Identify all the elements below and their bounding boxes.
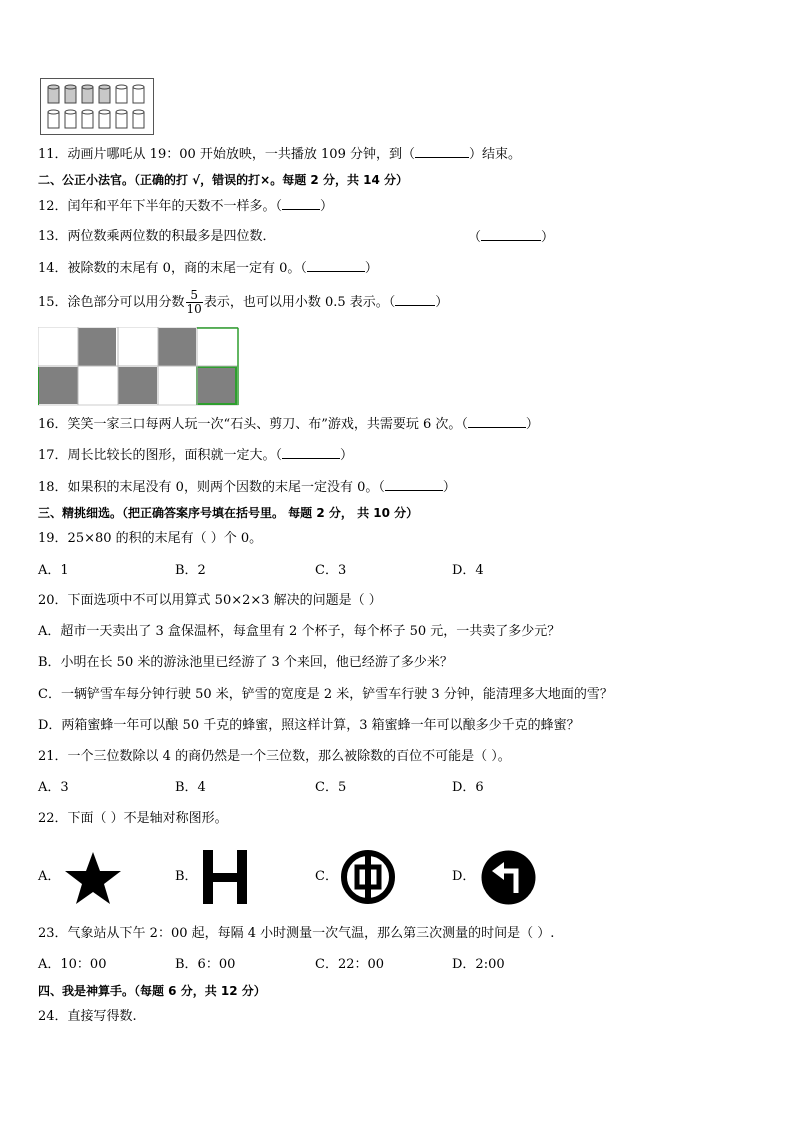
q20-option-b[interactable]: B．小明在长 50 米的游泳池里已经游了 3 个来回，他已经游了多少米？ — [38, 655, 453, 670]
grid-cell-shaded — [39, 367, 78, 404]
question-20: 20．下面选项中不可以用算式 50×2×3 解决的问题是（ ） — [38, 593, 382, 608]
question-24: 24．直接写得数. — [38, 1009, 137, 1024]
answer-blank-14[interactable] — [307, 259, 365, 272]
section-2-title: 二、公正小法官。（正确的打 √，错误的打×。每题 2 分，共 14 分） — [38, 173, 408, 187]
q23-option-c[interactable]: C．22：00 — [315, 957, 385, 972]
question-19: 19．25×80 的积的末尾有（ ）个 0。 — [38, 531, 263, 546]
answer-blank-16[interactable] — [468, 415, 526, 428]
question-14: 14．被除数的末尾有 0，商的末尾一定有 0。（ ） — [38, 261, 378, 276]
bank-logo-icon — [340, 849, 396, 909]
question-15: 15．涂色部分可以用分数 $\frac{5}{10}$ 表示，也可以用小数 0.5 表示。（ ） — [38, 288, 449, 316]
q20-option-c[interactable]: C．一辆铲雪车每分钟行驶 50 米，铲雪的宽度是 2 米，铲雪车行驶 3 分钟，能清理多大地面的雪？ — [38, 687, 613, 702]
q21-option-d[interactable]: D．6 — [452, 780, 484, 795]
question-18: 18．如果积的末尾没有 0，则两个因数的末尾一定没有 0。（ ） — [38, 480, 456, 495]
grid-svg — [38, 327, 240, 407]
section-4-title: 四、我是神算手。（每题 6 分，共 12 分） — [38, 984, 266, 998]
q20-option-d[interactable]: D．两箱蜜蜂一年可以酿 50 千克的蜂蜜，照这样计算，3 箱蜜蜂一年可以酿多少千克的蜂蜜？ — [38, 718, 580, 733]
turn-left-sign-icon — [480, 849, 537, 910]
q22-option-c[interactable]: C． — [315, 869, 338, 884]
q19-option-d[interactable]: D．4 — [452, 563, 484, 578]
q19-option-a[interactable]: A．1 — [38, 563, 69, 578]
q22-option-a[interactable]: A． — [38, 869, 61, 884]
answer-blank-15[interactable] — [395, 293, 435, 306]
grid-cell-shaded — [197, 367, 236, 404]
fraction-5-10: $\frac{5}{10}$ — [186, 288, 202, 316]
q19-option-c[interactable]: C．3 — [315, 563, 347, 578]
answer-blank-18[interactable] — [385, 478, 443, 491]
cans-illustration — [40, 78, 154, 135]
question-22: 22．下面（ ）不是轴对称图形。 — [38, 811, 228, 826]
q21-option-c[interactable]: C．5 — [315, 780, 347, 795]
star-icon — [62, 850, 124, 910]
question-17: 17．周长比较长的图形，面积就一定大。（ ） — [38, 448, 354, 463]
q22-option-b[interactable]: B． — [175, 869, 198, 884]
q20-option-a[interactable]: A．超市一天卖出了 3 盒保温杯，每盒里有 2 个杯子，每个杯子 50 元，一共卖了多少元？ — [38, 624, 561, 639]
grid-cell-shaded — [158, 328, 196, 366]
question-16: 16．笑笑一家三口每两人玩一次“石头、剪刀、布”游戏，共需要玩 6 次。（ ） — [38, 417, 539, 432]
question-21: 21．一个三位数除以 4 的商仍然是一个三位数，那么被除数的百位不可能是（ ）。 — [38, 749, 511, 764]
answer-blank-13[interactable] — [481, 228, 541, 241]
answer-blank-12[interactable] — [282, 197, 320, 210]
q19-option-b[interactable]: B．2 — [175, 563, 206, 578]
q22-option-d[interactable]: D． — [452, 869, 476, 884]
grid-cell-shaded — [118, 367, 157, 404]
letter-h-icon — [203, 850, 247, 908]
answer-blank-17[interactable] — [282, 446, 340, 459]
q23-option-b[interactable]: B．6：00 — [175, 957, 236, 972]
shaded-grid — [38, 327, 240, 411]
q23-option-a[interactable]: A．10：00 — [38, 957, 107, 972]
q23-option-d[interactable]: D．2:00 — [452, 957, 505, 972]
cans-svg — [41, 79, 153, 134]
question-13: 13．两位数乘两位数的积最多是四位数． （ ） — [38, 229, 555, 245]
grid-cell-shaded — [78, 328, 116, 366]
answer-blank-11[interactable] — [415, 145, 469, 158]
question-23: 23．气象站从下午 2：00 起，每隔 4 小时测量一次气温，那么第三次测量的时间是（ ）. — [38, 926, 555, 941]
q21-option-b[interactable]: B．4 — [175, 780, 206, 795]
section-3-title: 三、精挑细选。（把正确答案序号填在括号里。 每题 2 分， 共 10 分） — [38, 506, 419, 520]
question-12: 12．闰年和平年下半年的天数不一样多。（ ） — [38, 199, 334, 214]
q21-option-a[interactable]: A．3 — [38, 780, 69, 795]
question-11: 11．动画片哪吒从 19：00 开始放映，一共播放 109 分钟，到（ ）结束。 — [38, 147, 521, 162]
